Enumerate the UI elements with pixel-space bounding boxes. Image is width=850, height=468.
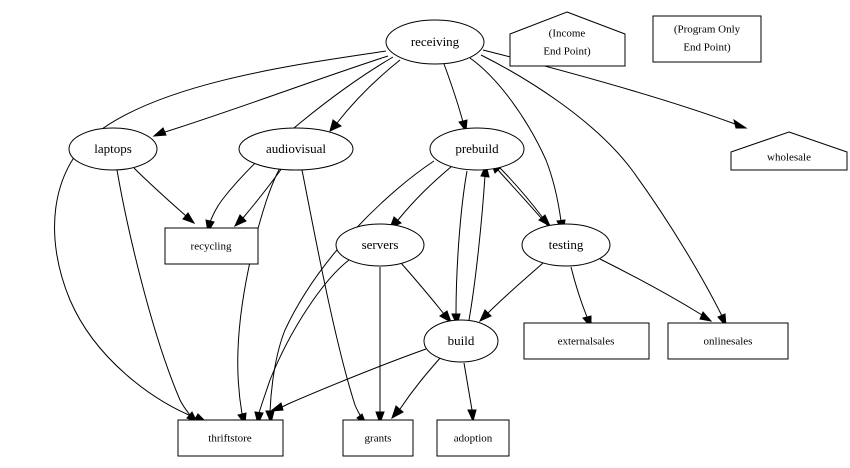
node-label-grants: grants	[364, 432, 392, 445]
node-adoption[interactable]	[437, 420, 509, 456]
edge-laptops-recycling	[134, 168, 194, 223]
node-label-receiving: receiving	[410, 33, 460, 49]
edge-receiving-audiovisual	[330, 60, 400, 131]
node-receiving[interactable]	[386, 20, 484, 64]
edge-servers-build	[401, 263, 451, 322]
edge-prebuild-servers	[390, 166, 452, 228]
edge-receiving-prebuild	[444, 64, 467, 131]
legend-income-end-point	[510, 12, 625, 66]
legend-program-line1: (Program Only	[673, 23, 741, 36]
node-testing[interactable]	[522, 224, 610, 266]
node-label-audiovisual: audiovisual	[266, 140, 326, 156]
node-label-onlinesales: onlinesales	[703, 335, 753, 348]
edge-testing-prebuild	[491, 162, 548, 226]
node-recycling[interactable]	[165, 228, 258, 264]
edge-audiovisual-thriftstore	[238, 168, 280, 424]
node-label-externalsales: externalsales	[557, 335, 615, 348]
legend-program-line2: End Point)	[683, 41, 731, 54]
edge-prebuild-thriftstore	[266, 161, 434, 423]
edge-servers-thriftstore	[255, 260, 349, 424]
node-servers[interactable]	[336, 224, 424, 266]
node-label-servers: servers	[361, 236, 399, 252]
node-label-recycling: recycling	[190, 240, 232, 253]
edge-laptops-thriftstore	[117, 170, 197, 422]
edge-audiovisual-grants	[302, 170, 366, 424]
node-label-wholesale: wholesale	[767, 151, 811, 164]
node-build[interactable]	[424, 320, 498, 362]
node-onlinesales[interactable]	[668, 323, 788, 359]
edge-build-adoption	[464, 363, 476, 421]
legend-group	[510, 12, 761, 66]
legend-income-line2: End Point)	[543, 45, 591, 58]
node-wholesale[interactable]	[731, 132, 847, 170]
edge-testing-onlinesales	[600, 259, 711, 321]
node-grants[interactable]	[343, 420, 413, 456]
node-group	[69, 20, 847, 456]
edge-prebuild-testing	[499, 167, 550, 226]
node-label-thriftstore: thriftstore	[208, 432, 252, 445]
legend-program-only-end-point	[653, 16, 761, 62]
edge-servers-grants	[376, 267, 384, 423]
edge-build-prebuild	[469, 165, 489, 320]
node-label-build: build	[447, 332, 475, 348]
edge-build-grants	[392, 357, 441, 418]
node-laptops[interactable]	[69, 128, 157, 170]
node-prebuild[interactable]	[430, 128, 524, 170]
edge-prebuild-build	[452, 171, 467, 325]
edge-receiving-laptops	[154, 56, 388, 136]
node-label-testing: testing	[548, 236, 584, 252]
node-label-prebuild: prebuild	[455, 140, 499, 156]
legend-income-line1: (Income	[548, 27, 586, 40]
edge-build-thriftstore	[271, 349, 426, 411]
node-label-adoption: adoption	[453, 432, 493, 445]
edge-testing-externalsales	[571, 267, 591, 327]
node-label-laptops: laptops	[94, 140, 132, 156]
node-externalsales[interactable]	[524, 323, 649, 359]
node-thriftstore[interactable]	[178, 420, 283, 456]
node-audiovisual[interactable]	[239, 128, 353, 170]
edge-testing-build	[480, 263, 543, 321]
